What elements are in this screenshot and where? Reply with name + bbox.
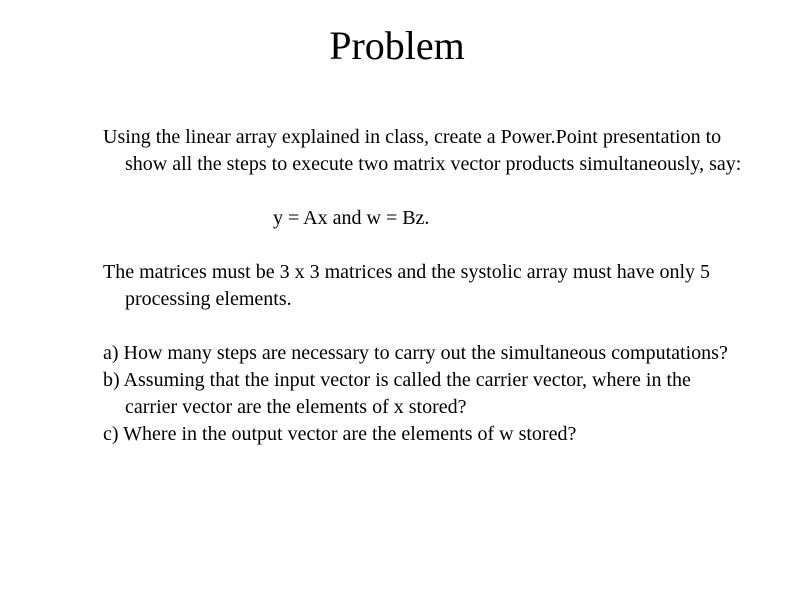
constraint-paragraph: The matrices must be 3 x 3 matrices and the systolic array must have only 5 processing elements. xyxy=(103,261,711,310)
slide-title: Problem xyxy=(329,23,465,68)
slide-body xyxy=(103,124,743,448)
spacer xyxy=(103,232,743,259)
formula: y = Ax and w = Bz. xyxy=(273,207,430,229)
question-b: b) Assuming that the input vector is called the carrier vector, where in the carrier vector are the elements of x stored? xyxy=(103,369,691,418)
question-a: a) How many steps are necessary to carry out the simultaneous computations? xyxy=(103,342,728,364)
intro-paragraph: Using the linear array explained in class, create a Power.Point presentation to show all the steps to execute two matrix vector products simultaneously, say: xyxy=(103,126,742,175)
question-c: c) Where in the output vector are the elements of w stored? xyxy=(103,423,577,445)
spacer xyxy=(103,313,743,340)
spacer xyxy=(103,178,743,205)
